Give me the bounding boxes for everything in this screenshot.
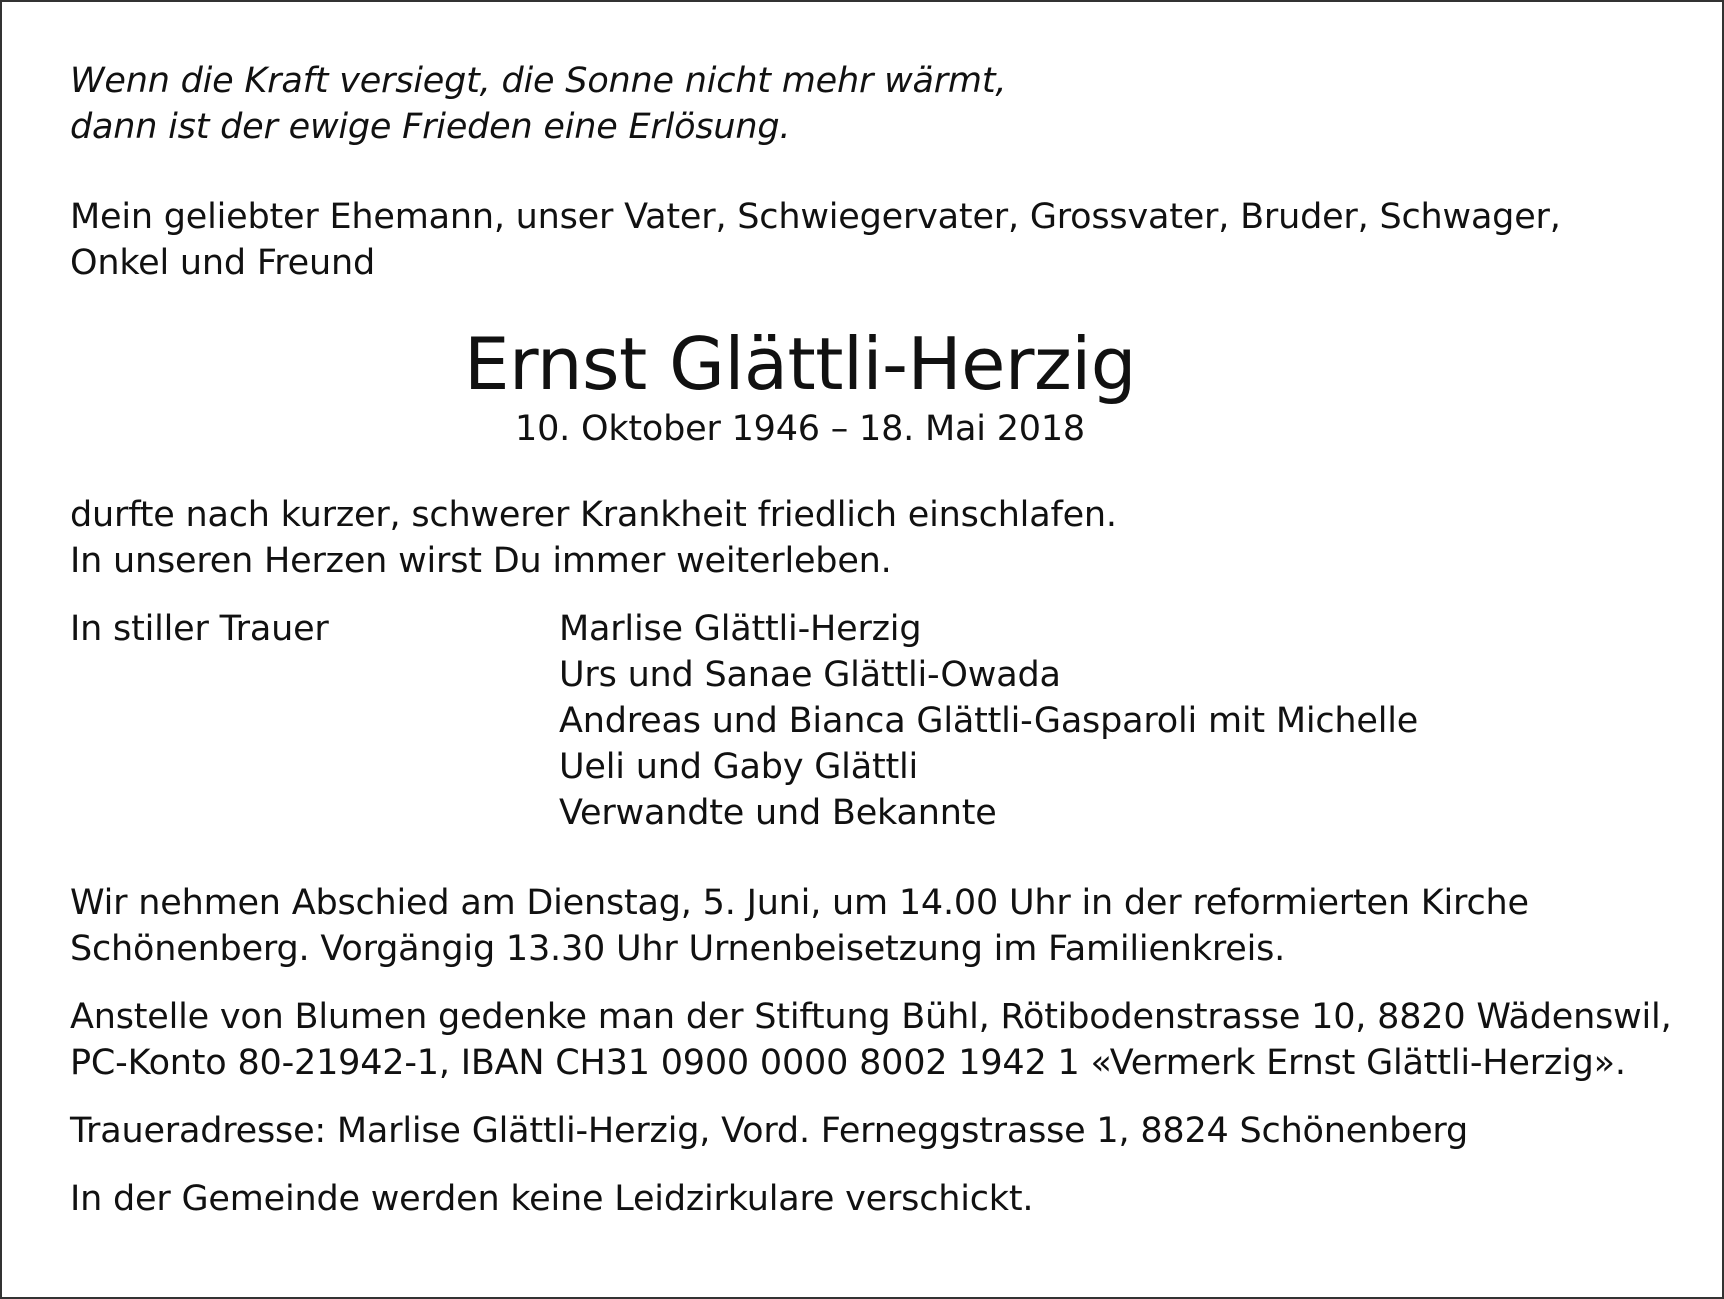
- mourner-name: Verwandte und Bekannte: [559, 793, 997, 833]
- intro-line: Onkel und Freund: [70, 243, 375, 283]
- notice-line: In der Gemeinde werden keine Leidzirkulare verschickt.: [70, 1179, 1034, 1219]
- deceased-name: Ernst Glättli-Herzig: [464, 322, 1136, 406]
- mourner-name: Urs und Sanae Glättli-Owada: [559, 655, 1061, 695]
- motto-line: dann ist der ewige Frieden eine Erlösung.: [70, 107, 791, 147]
- address-line: Traueradresse: Marlise Glättli-Herzig, Vord. Ferneggstrasse 1, 8824 Schönenberg: [70, 1111, 1469, 1151]
- donation-line: Anstelle von Blumen gedenke man der Stiftung Bühl, Rötibodenstrasse 10, 8820 Wädenswil,: [70, 997, 1672, 1037]
- donation-line: PC-Konto 80-21942-1, IBAN CH31 0900 0000 8002 1942 1 «Vermerk Ernst Glättli-Herzig».: [70, 1043, 1626, 1083]
- mourner-name: Ueli und Gaby Glättli: [559, 747, 919, 787]
- obituary-content: [70, 58, 1670, 1222]
- motto-verse: [70, 58, 1670, 150]
- donation-text: [70, 994, 1670, 1086]
- mourner-name: Andreas und Bianca Glättli-Gasparoli mit Michelle: [559, 701, 1419, 741]
- mourner-name: Marlise Glättli-Herzig: [559, 609, 922, 649]
- intro-text: [70, 194, 1670, 286]
- mourning-address: [70, 1108, 1670, 1154]
- passing-text: [70, 492, 1670, 584]
- farewell-text: [70, 880, 1670, 972]
- mourners-section: [70, 606, 1670, 836]
- passing-line: In unseren Herzen wirst Du immer weiterleben.: [70, 541, 892, 581]
- motto-line: Wenn die Kraft versiegt, die Sonne nicht mehr wärmt,: [70, 61, 1007, 101]
- deceased-dates: 10. Oktober 1946 – 18. Mai 2018: [515, 409, 1085, 449]
- circular-notice: [70, 1176, 1670, 1222]
- mourners-list: [559, 606, 1418, 836]
- farewell-line: Wir nehmen Abschied am Dienstag, 5. Juni, um 14.00 Uhr in der reformierten Kirche: [70, 883, 1529, 923]
- mourners-label: In stiller Trauer: [70, 609, 329, 649]
- passing-line: durfte nach kurzer, schwerer Krankheit friedlich einschlafen.: [70, 495, 1117, 535]
- farewell-line: Schönenberg. Vorgängig 13.30 Uhr Urnenbeisetzung im Familienkreis.: [70, 929, 1286, 969]
- intro-line: Mein geliebter Ehemann, unser Vater, Schwiegervater, Grossvater, Bruder, Schwager,: [70, 197, 1561, 237]
- deceased-block: [2, 322, 1598, 452]
